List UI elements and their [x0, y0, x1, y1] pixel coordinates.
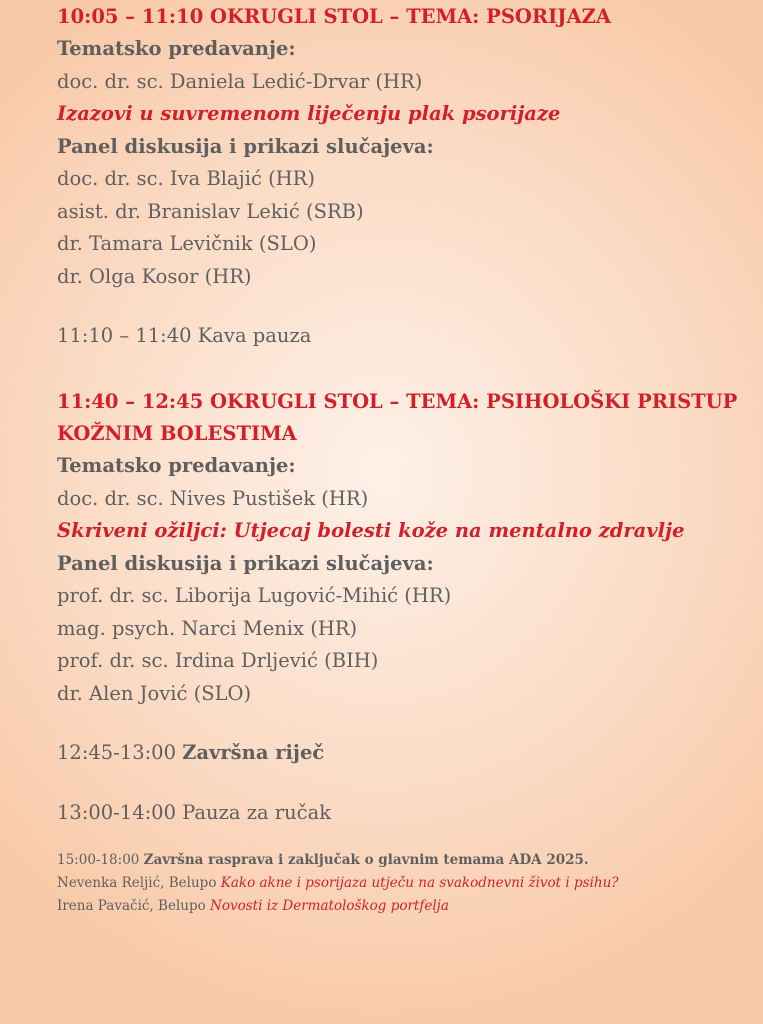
session2-title-line1: 11:40 – 12:45 OKRUGLI STOL – TEMA: PSIHOLOŠKI PRISTUP [57, 390, 738, 413]
session1-talk-title: Izazovi u suvremenom liječenju plak psorijaze [57, 102, 561, 125]
session1-panelist: dr. Olga Kosor (HR) [57, 265, 252, 288]
afternoon-talk-title: Kako akne i psorijaza utječu na svakodnevni život i psihu? [220, 875, 619, 891]
afternoon-talk [57, 873, 619, 893]
session1-panel-label: Panel diskusija i prikazi slučajeva: [57, 135, 434, 158]
session1-panelist: asist. dr. Branislav Lekić (SRB) [57, 200, 364, 223]
session1-title: 10:05 – 11:10 OKRUGLI STOL – TEMA: PSORIJAZA [57, 5, 611, 28]
afternoon-session [57, 850, 589, 870]
session1-lecturer: doc. dr. sc. Daniela Ledić-Drvar (HR) [57, 70, 423, 93]
session1-lecture-label: Tematsko predavanje: [57, 37, 296, 60]
coffee-break: 11:10 – 11:40 Kava pauza [57, 324, 312, 347]
afternoon-speaker: Nevenka Reljić, Belupo [57, 875, 217, 891]
afternoon-speaker: Irena Pavačić, Belupo [57, 898, 206, 914]
session1-panelist: dr. Tamara Levičnik (SLO) [57, 232, 317, 255]
closing-label: Završna riječ [182, 741, 325, 764]
session2-panelist: prof. dr. sc. Irdina Drljević (BIH) [57, 649, 379, 672]
session1-panelist: doc. dr. sc. Iva Blajić (HR) [57, 167, 315, 190]
session2-panel-label: Panel diskusija i prikazi slučajeva: [57, 552, 434, 575]
afternoon-talk-title: Novosti iz Dermatološkog portfelja [210, 898, 449, 914]
session2-talk-title: Skriveni ožiljci: Utjecaj bolesti kože na mentalno zdravlje [57, 519, 685, 542]
session2-lecturer: doc. dr. sc. Nives Pustišek (HR) [57, 487, 369, 510]
session2-panelist: prof. dr. sc. Liborija Lugović-Mihić (HR) [57, 584, 452, 607]
closing-time: 12:45-13:00 [57, 741, 176, 764]
session2-lecture-label: Tematsko predavanje: [57, 454, 296, 477]
session2-panelist: dr. Alen Jović (SLO) [57, 682, 252, 705]
lunch-break: 13:00-14:00 Pauza za ručak [57, 801, 332, 824]
afternoon-time: 15:00-18:00 [57, 852, 140, 868]
closing-remarks [57, 740, 324, 766]
session2-title-line2: KOŽNIM BOLESTIMA [57, 422, 297, 445]
afternoon-title: Završna rasprava i zaključak o glavnim temama ADA 2025. [143, 852, 589, 868]
afternoon-talk [57, 896, 449, 916]
session2-panelist: mag. psych. Narci Menix (HR) [57, 617, 358, 640]
